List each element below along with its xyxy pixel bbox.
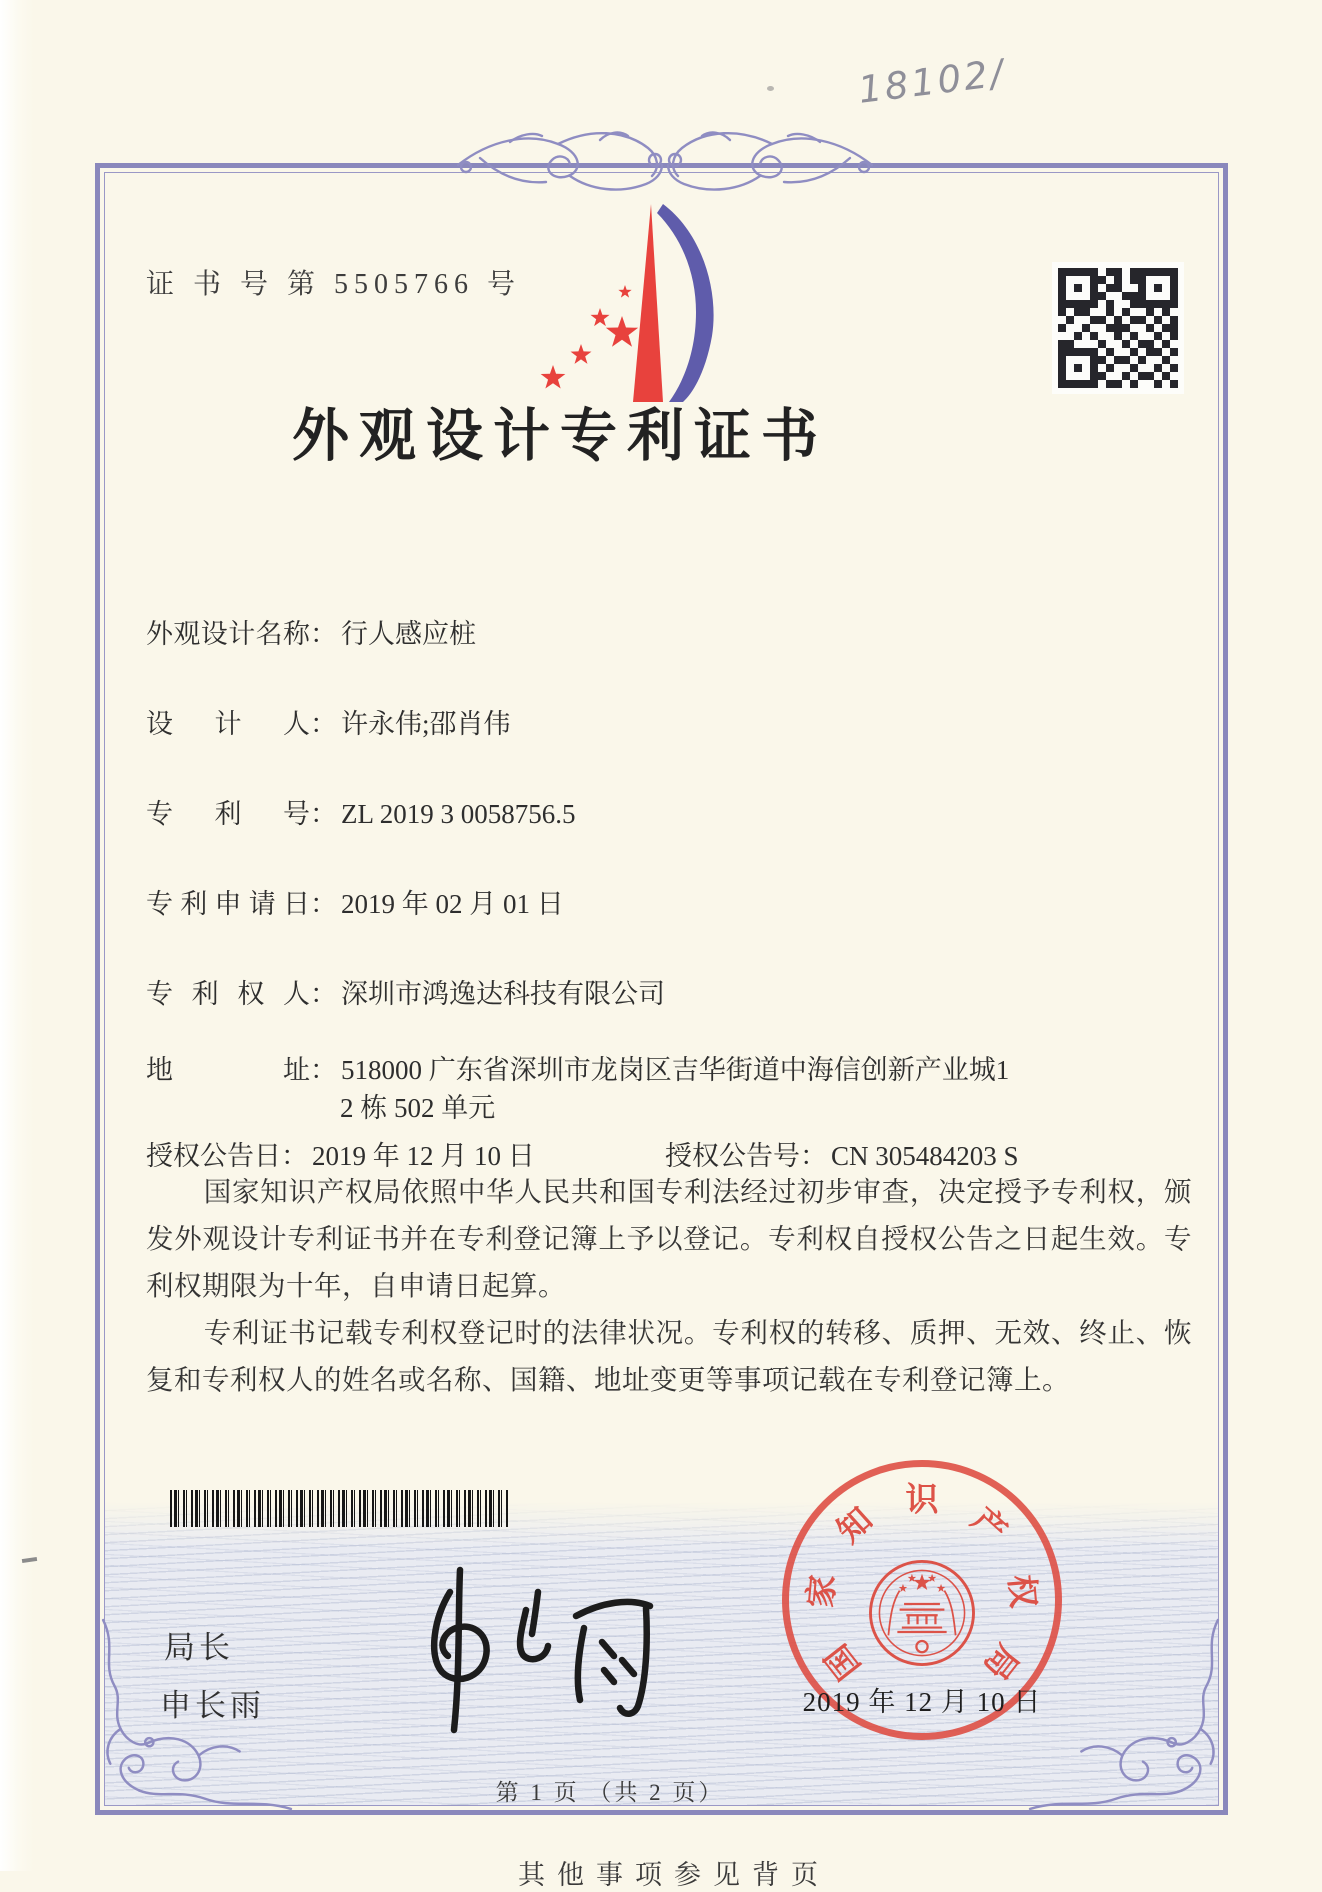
certificate-title: 外观设计专利证书 (292, 405, 828, 468)
colon: ： (800, 1141, 827, 1171)
field-label: 外观设计名称 (146, 619, 310, 649)
field-label: 设计人 (146, 709, 310, 739)
field-design-name (146, 612, 476, 651)
field-label: 专利号 (146, 799, 310, 829)
field-patent-number (146, 792, 575, 831)
cnipa-logo (505, 200, 715, 410)
seal-char: 权 (1001, 1573, 1041, 1610)
colon: ： (310, 979, 337, 1009)
colon: ： (310, 1055, 337, 1085)
legal-paragraph-1: 国家知识产权局依照中华人民共和国专利法经过初步审查，决定授予专利权，颁发外观设计专利证书并在专利登记簿上予以登记。专利权自授权公告之日起生效。专利权期限为十年，自申请日起算。 (146, 1176, 1192, 1301)
legal-text (146, 1168, 1192, 1403)
bottom-right-flourish (1028, 1618, 1223, 1813)
field-value: 行人感应桩 (341, 619, 476, 649)
colon: ： (310, 799, 337, 829)
field-value: 深圳市鸿逸达科技有限公司 (341, 979, 665, 1009)
field-label: 地址 (146, 1055, 310, 1085)
signature-script (398, 1562, 668, 1737)
page-number: 第 1 页 （共 2 页） (495, 1780, 725, 1805)
qr-finder-tl (1058, 268, 1098, 308)
field-address (146, 1048, 1009, 1087)
seal-char: 产 (964, 1501, 1013, 1551)
field-value: 2019 年 02 月 01 日 (341, 889, 564, 919)
field-value: ZL 2019 3 0058756.5 (341, 799, 576, 829)
colon: ： (281, 1141, 308, 1171)
grant-date-label: 授权公告日 (146, 1141, 281, 1171)
handwritten-number: 18102/ (855, 51, 1009, 112)
field-filing-date (146, 882, 564, 921)
grant-date-value: 2019 年 12 月 10 日 (312, 1141, 535, 1171)
clipped-bottom-text: 其他事项参见背页 (518, 1860, 830, 1890)
pencil-mark (767, 86, 774, 91)
national-emblem-icon (866, 1557, 978, 1669)
seal-char: 国 (819, 1637, 868, 1686)
field-designer (146, 702, 511, 741)
qr-code (1052, 262, 1184, 394)
seal-date: 2019 年 12 月 10 日 (802, 1687, 1042, 1717)
field-value: 许永伟;邵肖伟 (341, 709, 511, 739)
colon: ： (310, 889, 337, 919)
legal-paragraph-2: 专利证书记载专利权登记时的法律状况。专利权的转移、质押、无效、终止、恢复和专利权人的姓名或名称、国籍、地址变更等事项记载在专利登记簿上。 (146, 1317, 1192, 1395)
colon: ： (310, 619, 337, 649)
field-label: 专利权人 (146, 979, 310, 1009)
field-label: 专利申请日 (146, 889, 310, 919)
top-border-ornament (450, 118, 880, 213)
seal-char: 识 (905, 1482, 939, 1519)
field-value: 518000 广东省深圳市龙岗区吉华街道中海信创新产业城1 (341, 1055, 1010, 1085)
field-patentee (146, 972, 665, 1011)
logo-purple-curve (657, 204, 714, 402)
issuer-role-label: 局长 (164, 1630, 234, 1665)
certificate-number: 证 书 号 第 5505766 号 (146, 269, 522, 300)
seal-char: 局 (976, 1637, 1025, 1686)
grant-number-value: CN 305484203 S (831, 1141, 1019, 1171)
colon: ： (310, 709, 337, 739)
qr-finder-tr (1138, 268, 1178, 308)
scan-edge (0, 0, 34, 1871)
issuer-name: 申长雨 (160, 1688, 265, 1723)
grant-number-label: 授权公告号 (665, 1141, 800, 1171)
barcode (170, 1490, 510, 1527)
seal-char: 知 (831, 1501, 880, 1551)
logo-stars (541, 285, 639, 389)
logo-red-wedge (633, 204, 663, 402)
seal-char: 家 (803, 1573, 843, 1610)
field-address-line2: 2 栋 502 单元 (340, 1093, 496, 1123)
qr-finder-bl (1058, 348, 1098, 388)
